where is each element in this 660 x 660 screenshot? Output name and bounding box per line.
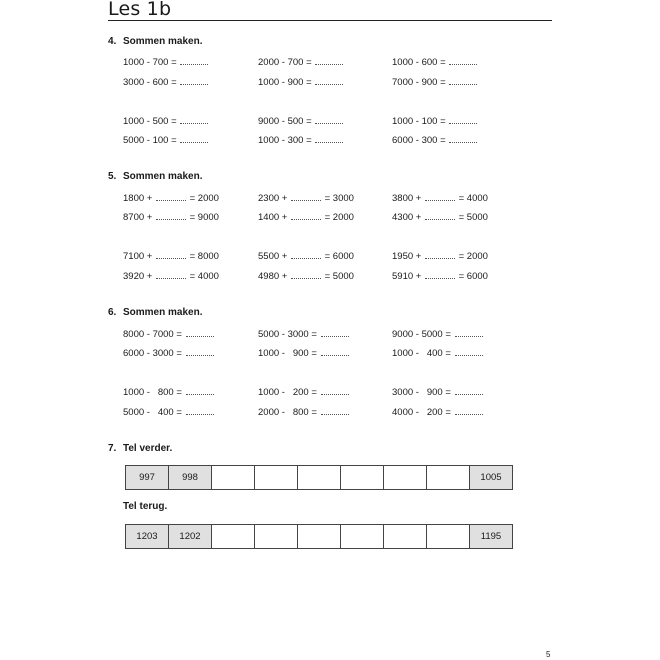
answer-blank[interactable]: [321, 327, 349, 337]
sequence-answer-cell[interactable]: [255, 525, 298, 549]
page-header: [108, 0, 552, 21]
sum-item: 5910 + = 6000: [392, 271, 488, 282]
sequence-answer-cell[interactable]: [298, 466, 341, 490]
sum-item: 8000 - 7000 =: [123, 327, 215, 341]
answer-blank[interactable]: [291, 210, 321, 220]
sequence-answer-cell[interactable]: [212, 466, 255, 490]
sum-item: 3000 - 900 =: [392, 385, 484, 399]
sum-item: 4000 - 200 =: [392, 405, 484, 419]
answer-blank[interactable]: [291, 269, 321, 279]
sum-item: 1000 - 300 =: [258, 133, 344, 147]
answer-blank[interactable]: [455, 327, 483, 337]
answer-blank[interactable]: [180, 55, 208, 65]
page-number: 5: [546, 650, 551, 659]
sequence-answer-cell[interactable]: [384, 466, 427, 490]
sequence-answer-cell[interactable]: [212, 525, 255, 549]
count-backward-row: [125, 524, 513, 549]
exercise-6-title: [108, 307, 202, 319]
sequence-cell: 997: [126, 466, 169, 490]
sum-item: 2000 - 800 =: [258, 405, 350, 419]
sum-item: 3800 + = 4000: [392, 193, 488, 204]
sequence-cell: 998: [169, 466, 212, 490]
answer-blank[interactable]: [291, 191, 321, 201]
sum-item: 7100 + = 8000: [123, 251, 219, 262]
answer-blank[interactable]: [455, 346, 483, 356]
answer-blank[interactable]: [455, 405, 483, 415]
sum-item: 1000 - 600 =: [392, 55, 478, 69]
answer-blank[interactable]: [180, 114, 208, 124]
answer-blank[interactable]: [315, 75, 343, 85]
sum-item: 7000 - 900 =: [392, 75, 478, 89]
sum-item: 1950 + = 2000: [392, 251, 488, 262]
answer-blank[interactable]: [449, 114, 477, 124]
sum-item: 1800 + = 2000: [123, 193, 219, 204]
exercise-number: 5.: [108, 171, 117, 182]
sum-item: 5000 - 400 =: [123, 405, 215, 419]
sum-item: 1400 + = 2000: [258, 212, 354, 223]
lesson-title: Les 1b: [108, 0, 172, 20]
sum-item: 8700 + = 9000: [123, 212, 219, 223]
sequence-answer-cell[interactable]: [427, 466, 470, 490]
sum-item: 1000 - 400 =: [392, 346, 484, 360]
count-backward-title: Tel terug.: [123, 501, 168, 512]
sequence-answer-cell[interactable]: [341, 525, 384, 549]
answer-blank[interactable]: [425, 210, 455, 220]
exercise-heading: Tel verder.: [123, 443, 173, 454]
answer-blank[interactable]: [186, 385, 214, 395]
sum-item: 4300 + = 5000: [392, 212, 488, 223]
answer-blank[interactable]: [186, 327, 214, 337]
answer-blank[interactable]: [449, 55, 477, 65]
sum-item: 6000 - 300 =: [392, 133, 478, 147]
answer-blank[interactable]: [321, 405, 349, 415]
sequence-cell: 1203: [126, 525, 169, 549]
sum-item: 3920 + = 4000: [123, 271, 219, 282]
exercise-heading: Sommen maken.: [123, 307, 203, 318]
answer-blank[interactable]: [455, 385, 483, 395]
sum-item: 1000 - 900 =: [258, 75, 344, 89]
exercise-5-title: [108, 171, 202, 183]
answer-blank[interactable]: [321, 346, 349, 356]
sum-item: 1000 - 500 =: [123, 114, 209, 128]
sum-item: 1000 - 100 =: [392, 114, 478, 128]
sum-item: 9000 - 5000 =: [392, 327, 484, 341]
exercise-heading: Sommen maken.: [123, 36, 203, 47]
answer-blank[interactable]: [180, 75, 208, 85]
answer-blank[interactable]: [180, 133, 208, 143]
sequence-cell: 1195: [470, 525, 513, 549]
sum-item: 5000 - 100 =: [123, 133, 209, 147]
answer-blank[interactable]: [156, 210, 186, 220]
answer-blank[interactable]: [186, 346, 214, 356]
sum-item: 5500 + = 6000: [258, 251, 354, 262]
exercise-4-title: [108, 36, 202, 48]
answer-blank[interactable]: [321, 385, 349, 395]
exercise-heading: Sommen maken.: [123, 171, 203, 182]
sum-item: 1000 - 900 =: [258, 346, 350, 360]
sum-item: 5000 - 3000 =: [258, 327, 350, 341]
sum-item: 1000 - 800 =: [123, 385, 215, 399]
sequence-cell: 1202: [169, 525, 212, 549]
answer-blank[interactable]: [315, 133, 343, 143]
answer-blank[interactable]: [186, 405, 214, 415]
sum-item: 2000 - 700 =: [258, 55, 344, 69]
sum-item: 1000 - 200 =: [258, 385, 350, 399]
answer-blank[interactable]: [156, 269, 186, 279]
answer-blank[interactable]: [449, 133, 477, 143]
sequence-answer-cell[interactable]: [255, 466, 298, 490]
answer-blank[interactable]: [156, 191, 186, 201]
answer-blank[interactable]: [156, 249, 186, 259]
exercise-7-title: [108, 443, 172, 455]
sequence-answer-cell[interactable]: [341, 466, 384, 490]
answer-blank[interactable]: [425, 191, 455, 201]
answer-blank[interactable]: [315, 55, 343, 65]
answer-blank[interactable]: [291, 249, 321, 259]
sequence-answer-cell[interactable]: [298, 525, 341, 549]
sum-item: 4980 + = 5000: [258, 271, 354, 282]
sum-item: 6000 - 3000 =: [123, 346, 215, 360]
sum-item: 2300 + = 3000: [258, 193, 354, 204]
sum-item: 3000 - 600 =: [123, 75, 209, 89]
sequence-answer-cell[interactable]: [384, 525, 427, 549]
exercise-number: 4.: [108, 36, 117, 47]
exercise-number: 7.: [108, 443, 117, 454]
answer-blank[interactable]: [449, 75, 477, 85]
sequence-answer-cell[interactable]: [427, 525, 470, 549]
exercise-number: 6.: [108, 307, 117, 318]
sum-item: 1000 - 700 =: [123, 55, 209, 69]
answer-blank[interactable]: [315, 114, 343, 124]
answer-blank[interactable]: [425, 269, 455, 279]
sum-item: 9000 - 500 =: [258, 114, 344, 128]
count-forward-row: [125, 465, 513, 490]
answer-blank[interactable]: [425, 249, 455, 259]
sequence-cell: 1005: [470, 466, 513, 490]
